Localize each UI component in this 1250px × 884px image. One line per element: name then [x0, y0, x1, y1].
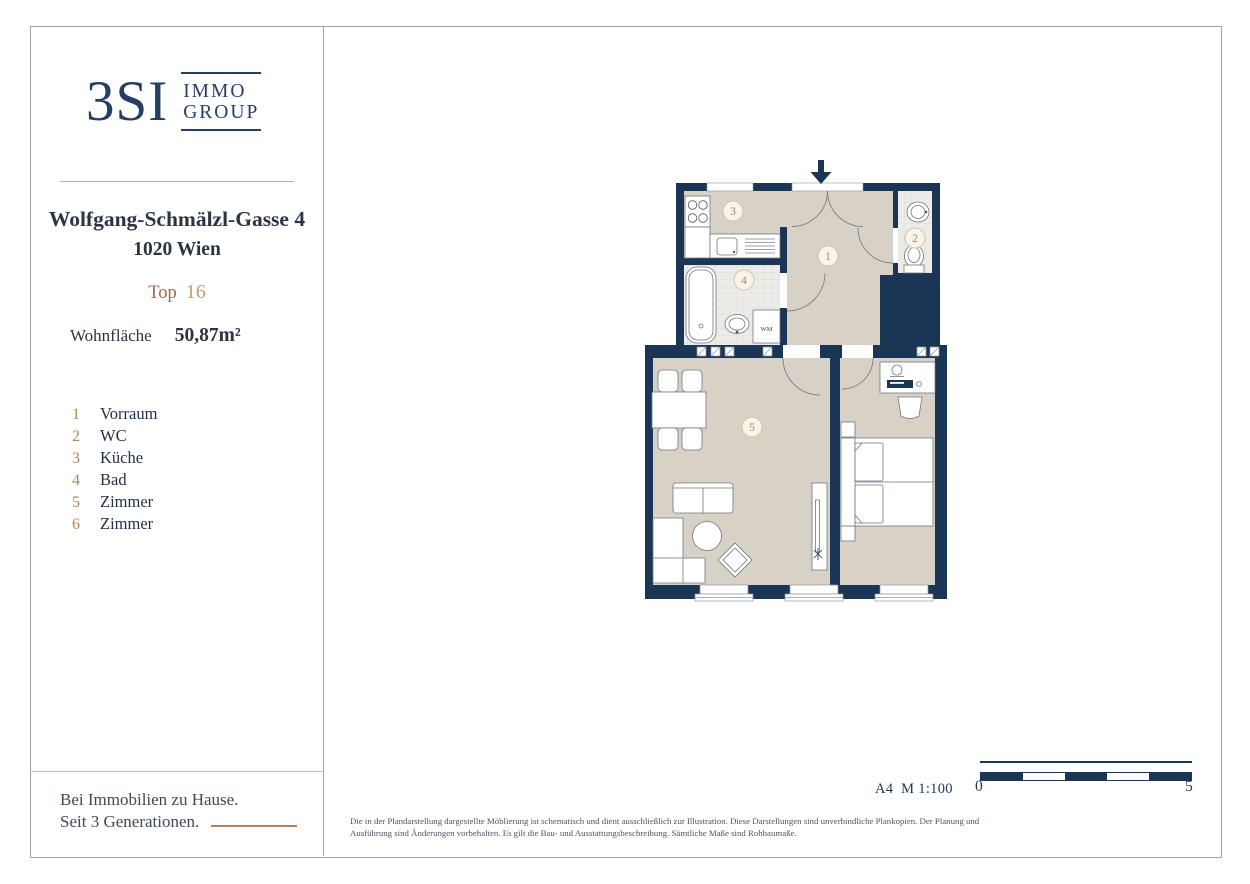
kitchen-counter — [685, 227, 710, 258]
sidebar-divider-line — [323, 26, 324, 856]
legend-label: Küche — [100, 448, 144, 468]
company-tagline-line1: Bei Immobilien zu Hause. — [60, 790, 239, 809]
legend-number: 4 — [72, 472, 80, 490]
wc-door-opening — [893, 228, 898, 263]
scale-start-value: 0 — [975, 778, 983, 795]
unit-title — [30, 281, 324, 304]
room-label-wc: 2 — [912, 233, 918, 245]
bath-sink — [725, 315, 749, 334]
room-label-bad: 4 — [741, 275, 747, 287]
wc-sink — [907, 202, 929, 222]
unit-label: Top — [148, 283, 177, 303]
scale-segment — [1065, 773, 1107, 780]
unit-number: 16 — [185, 281, 206, 303]
nightstand — [841, 526, 855, 541]
desk — [880, 362, 935, 393]
scale-bar-top-line — [980, 761, 1192, 763]
legend-row — [72, 426, 157, 448]
legend-row — [72, 514, 157, 536]
room-label-kueche: 3 — [730, 206, 736, 218]
scale-bar — [980, 772, 1192, 781]
scale-segment — [1023, 773, 1065, 780]
sofa — [673, 483, 733, 513]
kitchen-sink — [710, 234, 780, 258]
floor-plan — [645, 160, 955, 610]
toilet — [904, 245, 924, 273]
windows — [695, 585, 933, 601]
living-door-opening — [783, 345, 820, 358]
living-area-row — [70, 325, 241, 347]
legend-label: Vorraum — [100, 404, 158, 423]
room-label-zimmer: 5 — [749, 422, 755, 434]
logo-subtitle — [181, 72, 261, 131]
logo-subtitle-line1: IMMO — [183, 81, 247, 102]
property-city: 1020 Wien — [133, 239, 221, 260]
desk-chair — [898, 397, 922, 419]
legend-number: 1 — [72, 406, 80, 423]
living-area-label: Wohnfläche — [70, 326, 152, 345]
nightstand — [841, 422, 855, 437]
property-address: Wolfgang-Schmälzl-Gasse 4 — [48, 207, 306, 231]
legend-row — [72, 404, 157, 426]
legend-number: 5 — [72, 494, 80, 512]
washing-machine-label: WM — [760, 326, 773, 333]
company-tagline-line2: Seit 3 Generationen. — [60, 812, 200, 831]
plan-disclaimer-text: Die in der Plandarstellung dargestellte Möblierung ist schematisch und dient ausschließlich zur Illustration. Diese Darstellungen sind unverbindliche Plankopien. Der Planung und Ausführung sind Änderungen vorbehalten. Es gilt die Bau- und Ausstattungsbeschreibung. Sämtliche Maße sind Rohbaumaße. — [350, 816, 980, 838]
tagline-accent-rule — [211, 825, 297, 827]
legend-number: 3 — [72, 450, 80, 468]
legend-label: Zimmer — [100, 492, 154, 512]
window — [875, 585, 933, 601]
bathtub — [686, 267, 716, 343]
round-coffee-table — [693, 522, 722, 551]
window — [695, 585, 753, 601]
legend-row — [72, 470, 157, 492]
logo-brand-text: 3SI — [86, 70, 169, 133]
living-area-value: 50,87m² — [174, 325, 241, 346]
room-legend — [72, 404, 157, 537]
legend-number: 2 — [72, 428, 80, 446]
page-border-frame — [30, 26, 1222, 858]
legend-label: Zimmer — [100, 514, 154, 534]
window — [785, 585, 843, 601]
legend-label: Bad — [100, 470, 127, 490]
kitchen-wall-band — [707, 183, 753, 191]
company-logo — [86, 72, 261, 131]
wardrobe-shelf — [812, 483, 827, 570]
entrance-threshold — [792, 183, 863, 191]
scale-end-value: 5 — [1185, 778, 1193, 795]
double-bed — [841, 438, 933, 526]
laptop-icon — [887, 380, 913, 388]
scale-segment — [1107, 773, 1149, 780]
entrance-arrow-icon — [811, 160, 832, 184]
room-label-vorraum: 1 — [825, 251, 831, 263]
scale-segment — [981, 773, 1023, 780]
paper-scale-label: A4 M 1:100 — [875, 781, 953, 797]
sidebar-bottom-rule — [30, 771, 323, 772]
legend-row — [72, 492, 157, 514]
logo-subtitle-line2: GROUP — [183, 102, 260, 123]
legend-number: 6 — [72, 516, 80, 534]
bath-door-opening — [780, 273, 787, 308]
legend-label: WC — [100, 426, 127, 446]
logo-separator-rule — [60, 181, 294, 182]
bedroom-door-opening — [842, 345, 873, 358]
legend-row — [72, 448, 157, 470]
kitchen-stove — [685, 196, 710, 227]
